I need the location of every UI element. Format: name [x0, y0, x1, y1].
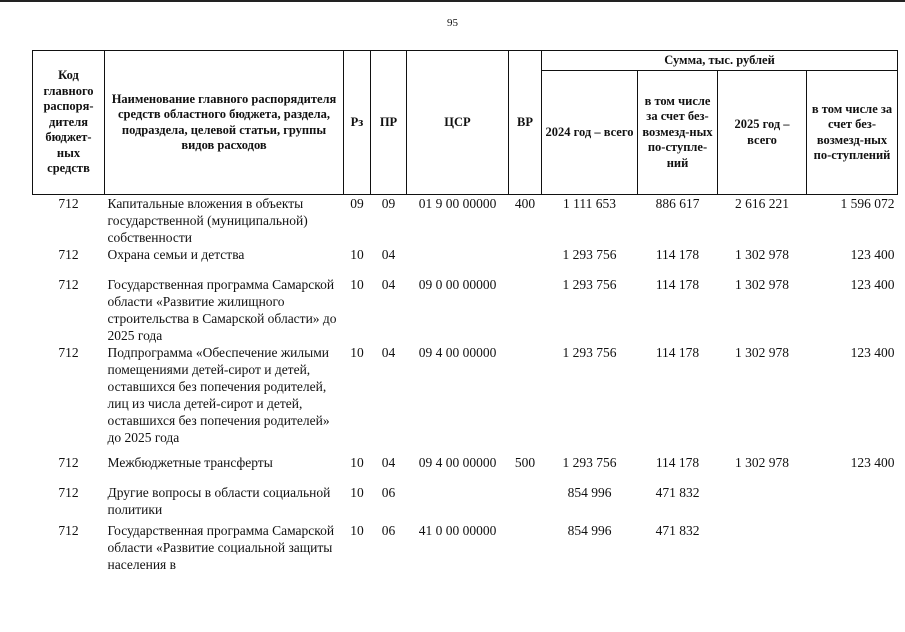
cell-name: Межбюджетные трансферты	[107, 455, 273, 470]
cell-2024-free: 114 178	[655, 247, 700, 262]
table-header	[33, 51, 898, 195]
cell-rz: 10	[350, 247, 364, 262]
cell-2024-total: 854 996	[567, 523, 612, 538]
cell-2025-total: 1 302 978	[735, 455, 789, 470]
cell-vr	[509, 246, 542, 276]
cell-code: 712	[58, 247, 79, 262]
header-vr: ВР	[509, 51, 542, 195]
cell-name: Другие вопросы в области социальной политики	[107, 485, 331, 517]
cell-2025-total	[718, 484, 807, 518]
cell-2025-total: 1 302 978	[735, 345, 789, 360]
cell-rz: 09	[350, 196, 364, 211]
cell-2025-total: 2 616 221	[735, 196, 789, 211]
cell-code: 712	[58, 277, 79, 292]
header-rz: Рз	[344, 51, 371, 195]
cell-pr: 06	[381, 485, 396, 500]
cell-csr: 01 9 00 00000	[418, 196, 497, 211]
cell-2025-free: 123 400	[850, 345, 895, 360]
cell-2025-free	[807, 518, 898, 573]
cell-csr: 41 0 00 00000	[418, 523, 497, 538]
cell-vr	[509, 276, 542, 344]
table-row	[33, 344, 898, 446]
cell-2025-free	[807, 484, 898, 518]
cell-csr: 09 4 00 00000	[418, 455, 497, 470]
cell-2024-total: 1 293 756	[562, 247, 617, 262]
cell-2024-total: 854 996	[567, 485, 612, 500]
cell-rz: 10	[350, 345, 364, 360]
table-body	[33, 195, 898, 574]
top-border-line	[0, 0, 905, 2]
cell-csr: 09 0 00 00000	[418, 277, 497, 292]
cell-2024-total: 1 293 756	[562, 277, 617, 292]
cell-csr	[407, 484, 509, 518]
header-name: Наименование главного распорядителя средств областного бюджета, раздела, подраздела, целевой статьи, группы видов расходов	[105, 51, 344, 195]
header-2025-free: в том числе за счет без-возмезд-ных по-ступлений	[807, 71, 898, 195]
cell-2024-free: 114 178	[655, 345, 700, 360]
cell-code: 712	[58, 523, 79, 538]
header-sum-group: Сумма, тыс. рублей	[542, 51, 898, 71]
cell-rz: 10	[350, 277, 364, 292]
cell-pr: 04	[381, 277, 396, 292]
cell-2025-total: 1 302 978	[735, 247, 789, 262]
table-row	[33, 195, 898, 247]
cell-2024-free: 471 832	[655, 485, 700, 500]
cell-code: 712	[58, 196, 79, 211]
table-row	[33, 484, 898, 518]
cell-2025-total: 1 302 978	[735, 277, 789, 292]
cell-code: 712	[58, 485, 79, 500]
cell-csr	[407, 246, 509, 276]
cell-2024-free: 114 178	[655, 277, 700, 292]
cell-pr: 09	[381, 196, 396, 211]
header-2024-total: 2024 год – всего	[542, 71, 638, 195]
cell-2024-total: 1 111 653	[563, 196, 616, 211]
cell-2024-free: 114 178	[655, 455, 700, 470]
cell-vr	[509, 484, 542, 518]
cell-rz: 10	[350, 455, 364, 470]
cell-2024-total: 1 293 756	[562, 345, 617, 360]
cell-2025-free: 123 400	[850, 277, 895, 292]
cell-2024-free: 886 617	[655, 196, 700, 211]
cell-rz: 10	[350, 485, 364, 500]
cell-2024-total: 1 293 756	[562, 455, 617, 470]
table-row	[33, 446, 898, 484]
cell-2024-free: 471 832	[655, 523, 700, 538]
cell-pr: 04	[381, 345, 396, 360]
cell-vr: 500	[514, 455, 536, 470]
cell-2025-free: 123 400	[850, 247, 895, 262]
cell-csr: 09 4 00 00000	[418, 345, 497, 360]
page-number: 95	[447, 17, 458, 29]
header-pr: ПР	[371, 51, 407, 195]
table-row	[33, 518, 898, 573]
cell-vr: 400	[514, 196, 536, 211]
header-csr: ЦСР	[407, 51, 509, 195]
cell-pr: 06	[381, 523, 396, 538]
cell-name: Государственная программа Самарской области «Развитие жилищного строительства в Самарской области» до 2025 года	[107, 277, 337, 343]
cell-rz: 10	[350, 523, 364, 538]
cell-pr: 04	[381, 247, 396, 262]
cell-2025-free: 123 400	[850, 455, 895, 470]
header-code: Код главного распоря-дителя бюджет-ных средств	[33, 51, 105, 195]
cell-2025-free: 1 596 072	[840, 196, 895, 211]
cell-vr	[509, 518, 542, 573]
cell-code: 712	[58, 345, 79, 360]
cell-vr	[509, 344, 542, 446]
header-2024-free: в том числе за счет без-возмезд-ных по-ступле-ний	[638, 71, 718, 195]
table-row	[33, 246, 898, 276]
cell-code: 712	[58, 455, 79, 470]
budget-table	[32, 50, 898, 573]
cell-pr: 04	[381, 455, 396, 470]
cell-name: Капитальные вложения в объекты государственной (муниципальной) собственности	[107, 196, 308, 245]
cell-name: Подпрограмма «Обеспечение жилыми помещениями детей-сирот и детей, оставшихся без попечения родителей, лиц из числа детей-сирот и детей, оставшихся без попечения родителей» до 2025 года	[107, 345, 330, 445]
cell-name: Государственная программа Самарской области «Развитие социальной защиты населения в	[107, 523, 335, 572]
table-row	[33, 276, 898, 344]
cell-name: Охрана семьи и детства	[107, 247, 245, 262]
cell-2025-total	[718, 518, 807, 573]
header-2025-total: 2025 год – всего	[718, 71, 807, 195]
